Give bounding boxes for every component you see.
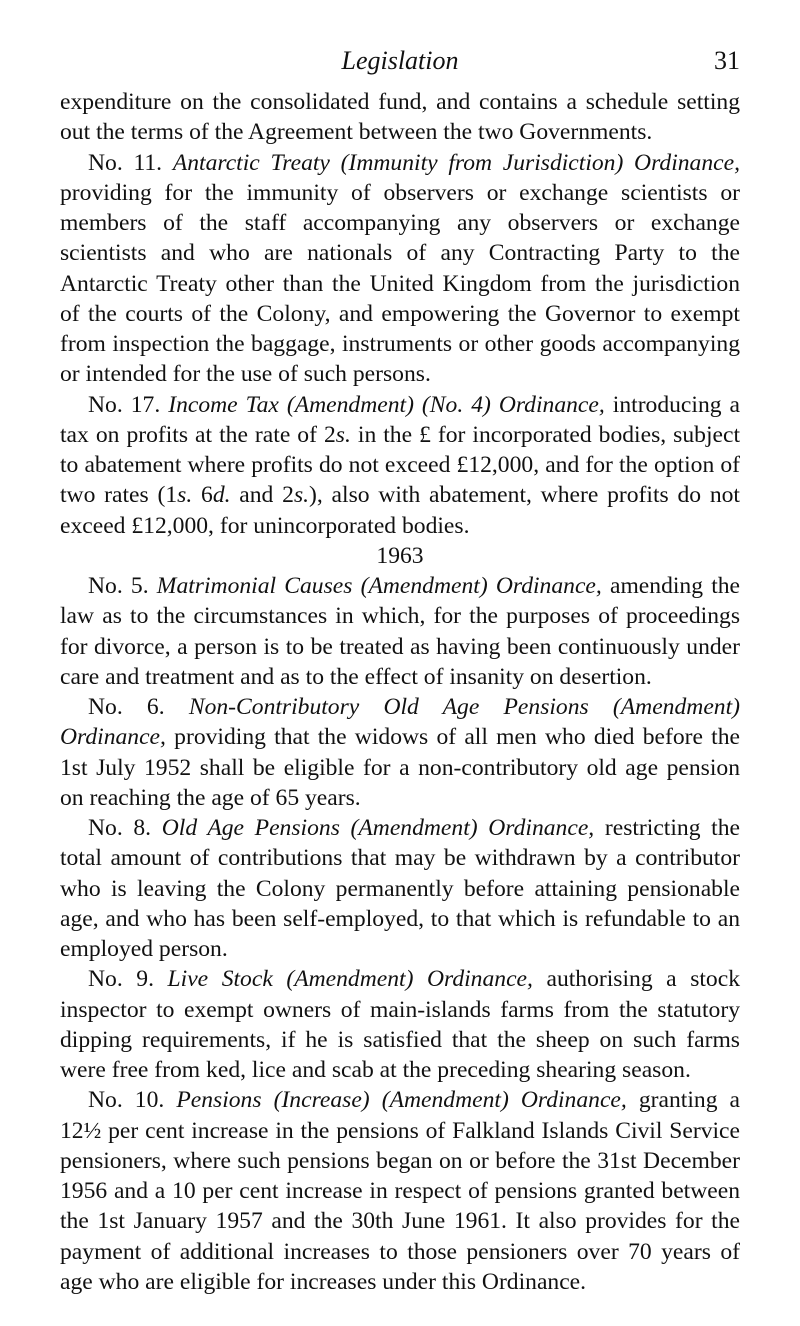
page-number: 31 xyxy=(714,46,740,75)
ordinance-title: Live Stock (Amendment) Ordinance, xyxy=(167,966,533,993)
entry-number: No. 9. xyxy=(88,966,154,993)
entry-description: 6 xyxy=(192,482,213,509)
entry-number: No. 17. xyxy=(88,391,161,418)
entry-number: No. 8. xyxy=(88,815,152,841)
ordinance-entry xyxy=(60,571,740,692)
ordinance-title: Old Age Pensions (Amendment) Ordinance, xyxy=(161,815,595,841)
body-text xyxy=(60,87,740,1297)
entry-description: authorising a stock inspector to exempt owners of main-islands farms from the statutory dipping requirements, if he is satisfied that the sheep on such farms were free from ked, lice and scab at the preceding shearing season. xyxy=(60,966,740,1083)
entry-number: No. 5. xyxy=(88,573,149,599)
currency-abbrev: s. xyxy=(177,482,193,509)
page-header xyxy=(60,46,740,80)
entry-description: restricting the total amount of contributions that may be withdrawn by a contributor who is leaving the Colony permanently before attaining pensionable age, and who has been self-employed, to that which is refundable to an employed person. xyxy=(60,815,740,962)
ordinance-entry xyxy=(60,964,740,1085)
entry-description: providing that the widows of all men who died before the 1st July 1952 shall be eligible for a non-contributory old age pension on reaching the age of 65 years. xyxy=(60,724,740,811)
entry-description: introducing a tax on profits at the rate of 2 xyxy=(60,391,741,448)
entry-description: granting a 12½ per cent increase in the pensions of Falkland Islands Civil Service pensioners, where such pensions began on or before the 31st December 1956 and a 10 per cent increase in respect of pensions granted between the 1st January 1957 and the 30th June 1961. It also provides for the payment of additional increases to those pensioners over 70 years of age who are eligible for increases under this Ordinance. xyxy=(60,1087,741,1295)
entry-description: providing for the immunity of observers or exchange scientists or members of the staff accompanying any observers or exchange scientists and who are nationals of any Contracting Party to the Antarctic Treaty other than the United Kingdom from the jurisdiction of the courts of the Colony, and empowering the Governor to exempt from inspection the baggage, instruments or other goods accompanying or intended for the use of such persons. xyxy=(60,179,740,388)
ordinance-title: Income Tax (Amendment) (No. 4) Ordinance, xyxy=(168,391,605,418)
entry-description: amending the law as to the circumstances in which, for the purposes of proceedings for divorce, a person is to be treated as having been continuously under care and treatment and as to the effect of insanity on desertion. xyxy=(60,573,741,690)
ordinance-title: Matrimonial Causes (Amendment) Ordinance, xyxy=(156,573,602,599)
ordinance-entry xyxy=(60,813,740,964)
currency-abbrev: s. xyxy=(293,482,310,509)
ordinance-entry xyxy=(60,1085,740,1297)
year-heading: 1963 xyxy=(376,542,424,569)
running-head: Legislation xyxy=(341,46,459,75)
entry-number: No. 6. xyxy=(88,694,165,720)
ordinance-entry xyxy=(60,390,740,541)
ordinance-title: Pensions (Increase) (Amendment) Ordinance, xyxy=(176,1087,627,1114)
ordinance-entry xyxy=(60,692,740,813)
entry-number: No. 11. xyxy=(88,149,163,176)
entry-description: ), also with abatement, where profits do not exceed £12,000, for unincorporated bodies. xyxy=(60,482,740,539)
currency-abbrev: s. xyxy=(335,421,351,448)
entry-number: No. 10. xyxy=(88,1087,165,1114)
entry-description: and 2 xyxy=(230,482,294,509)
ordinance-title: Antarctic Treaty (Immunity from Jurisdiction) Ordinance, xyxy=(172,149,740,176)
ordinance-entry xyxy=(60,148,740,390)
entry-description: in the £ for incorporated bodies, subject to abatement where profits do not exceed £12,000, and for the option of two rates (1 xyxy=(60,421,741,509)
ordinance-title: Non-Contributory Old Age Pensions (Amendment) Ordinance, xyxy=(60,694,740,751)
currency-abbrev: d. xyxy=(212,482,231,509)
paragraph-continuation: expenditure on the consolidated fund, and contains a schedule setting out the terms of the Agreement between the two Governments. xyxy=(60,89,740,146)
